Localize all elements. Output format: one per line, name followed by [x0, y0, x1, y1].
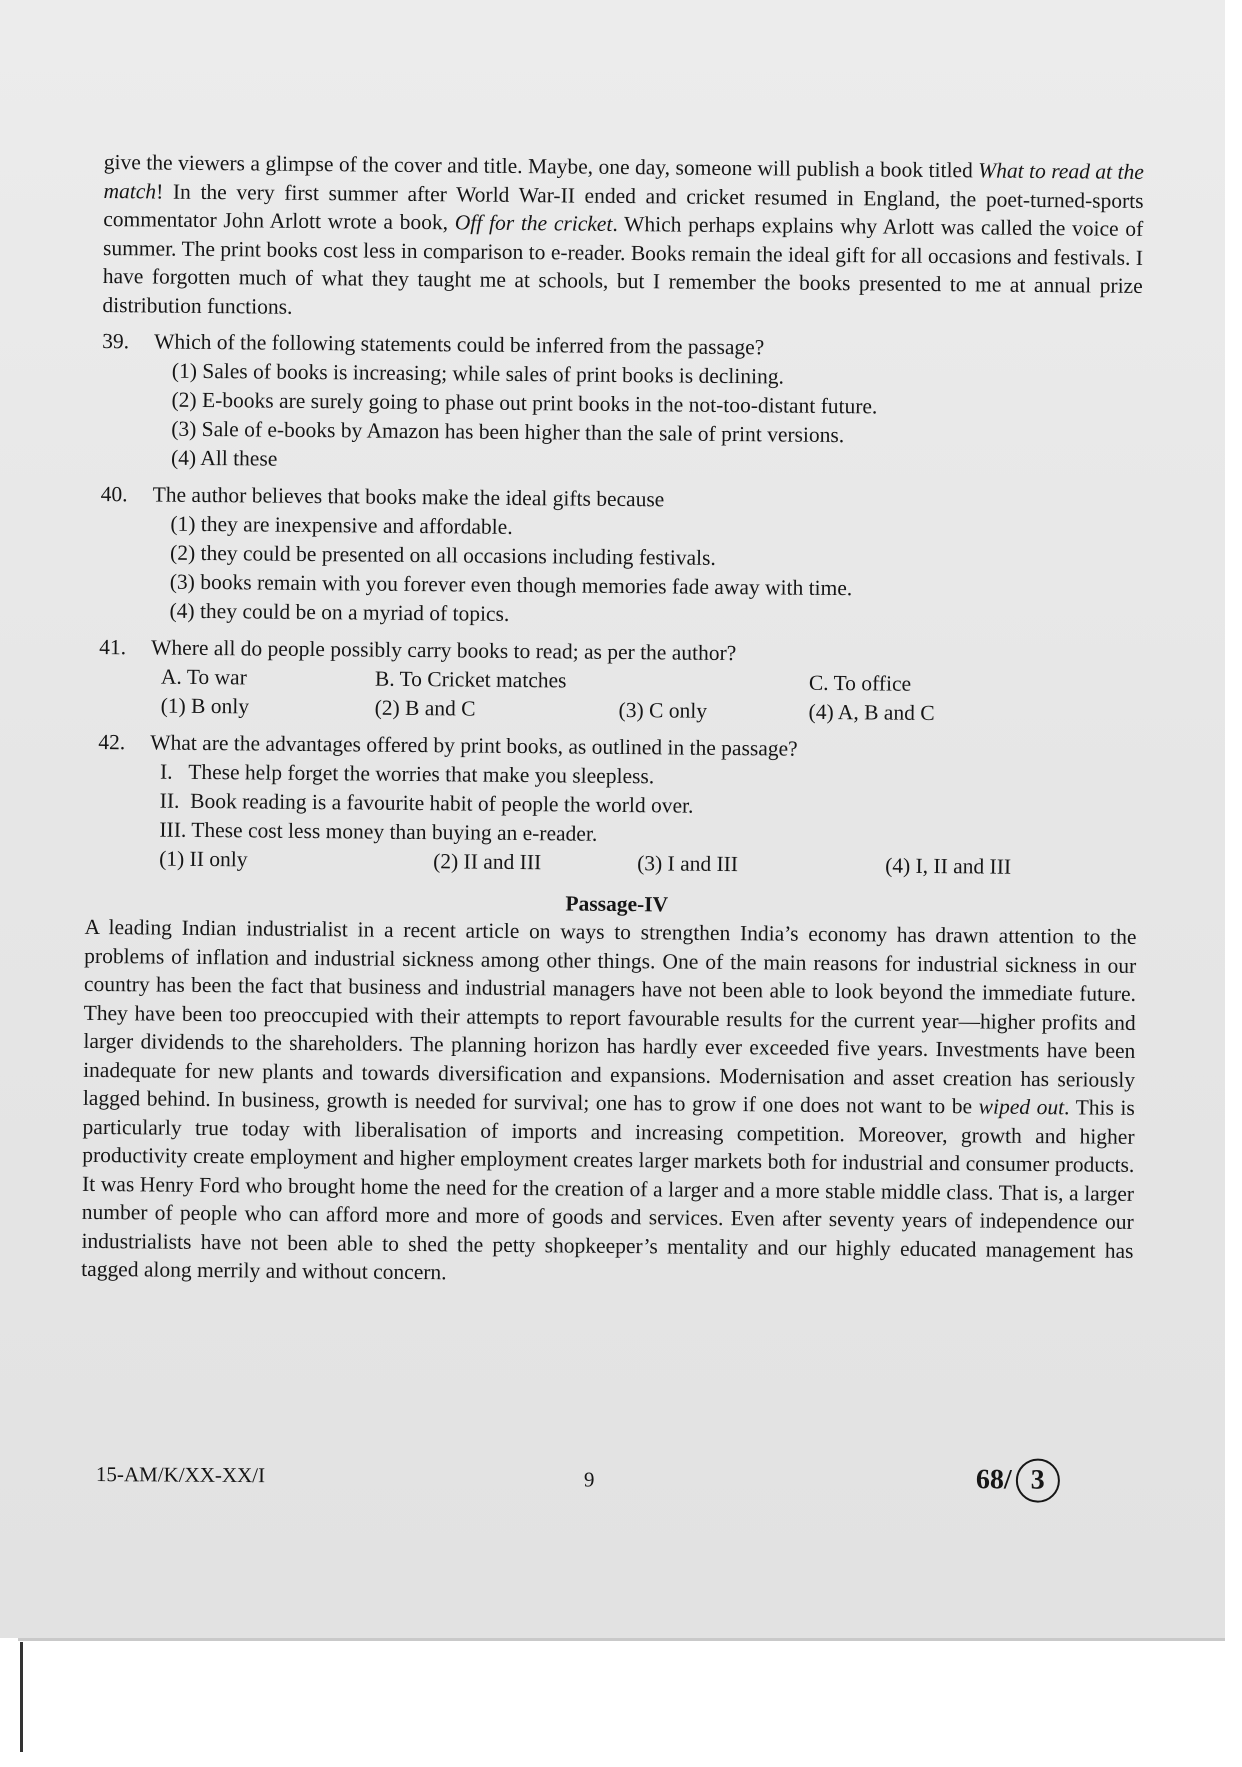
page-content — [81, 148, 1144, 1293]
margin-mark — [20, 1642, 23, 1752]
option: (2) B and C — [374, 695, 476, 721]
option: (1) they are inexpensive and affordable. — [170, 511, 513, 539]
option: (2) they could be presented on all occasions including festivals. — [170, 540, 716, 570]
passage-iv-text: A leading Indian industrialist in a recent article on ways to strengthen India’s economy has drawn attention to the problems of inflation and industrial sickness among other things. One of the main reasons for industrial sickness in our country has been the fact that business and industrial managers have not been able to look beyond the immediate future. They have been too preoccupied with their attempts to report favourable results for the current year—higher profits and larger dividends to the shareholders. The planning horizon has hardly ever exceeded five years. Investments have been inadequate for new plants and towards diversification and expansions. Modernisation and asset creation has seriously lagged behind. In business, growth is needed for survival; one has to grow if one does not want to be wiped out. This is particularly true today with liberalisation of imports and increasing competition. Moreover, growth and higher productivity create employment and higher employment creates larger markets both for industrial and consumer products. It was Henry Ford who brought home the need for the creation of a larger and a more stable middle class. That is, a larger number of people who can afford more and more of goods and services. Even after seventy years of independence our industrialists have not been able to shed the petty shopkeeper’s mentality and our highly educated management has tagged along merrily and without concern. — [81, 914, 1137, 1285]
italic-title: wiped out — [978, 1094, 1065, 1120]
statement: II. Book reading is a favourite habit of people the world over. — [159, 788, 694, 818]
paper-code: 15-AM/K/XX-XX/I — [95, 1462, 266, 1488]
option: (3) I and III — [637, 851, 739, 877]
question-stem: The author believes that books make the ideal gifts because — [152, 482, 665, 512]
choice: B. To Cricket matches — [374, 666, 567, 693]
passage-title: Passage-IV — [565, 891, 669, 917]
option: (3) books remain with you forever even though memories fade away with time. — [169, 569, 853, 601]
option: (1) II only — [159, 846, 248, 872]
choice: A. To war — [160, 664, 247, 690]
italic-title: Off for the cricket — [454, 210, 613, 236]
circled-set: 3 — [1016, 1458, 1060, 1502]
question-39 — [101, 327, 1142, 482]
option: (4) they could be on a myriad of topics. — [169, 598, 510, 626]
set-number: 68/ — [975, 1464, 1012, 1496]
option: (4) I, II and III — [885, 853, 1012, 879]
question-number: 40. — [100, 481, 128, 507]
page-footer — [96, 1462, 1086, 1519]
question-number: 39. — [102, 328, 130, 354]
italic-title: What to read at the match — [103, 158, 1144, 204]
passage-continuation: give the viewers a glimpse of the cover and title. Maybe, one day, someone will publish a book titled What to read at the match! In the very first summer after World War-II ended and cricket resumed in England, the poet-turned-sports commentator John Arlott wrote a book, Off for the cricket. Which perhaps explains why Arlott was called the voice of summer. The print books cost less in comparison to e-reader. Books remain the ideal gift for all occasions and festivals. I have forgotten much of what they taught me at schools, but I remember the books presented to me at annual prize distribution functions. — [102, 149, 1144, 319]
question-number: 42. — [98, 729, 126, 755]
page-number: 9 — [583, 1467, 595, 1492]
page-edge — [18, 1638, 1225, 1641]
question-stem: Where all do people possibly carry books to read; as per the author? — [151, 635, 737, 666]
option: (4) A, B and C — [808, 699, 935, 725]
option: (1) B only — [160, 693, 250, 719]
choice: C. To office — [808, 670, 912, 696]
question-number: 41. — [99, 634, 127, 660]
question-41 — [99, 633, 1140, 730]
option: (2) II and III — [433, 849, 542, 875]
option: (3) Sale of e-books by Amazon has been higher than the sale of print versions. — [171, 416, 845, 448]
option: (4) All these — [170, 445, 278, 471]
question-42 — [97, 728, 1138, 883]
set-mark — [976, 1458, 1060, 1503]
statement: III. These cost less money than buying an e-reader. — [159, 817, 598, 846]
option: (2) E-books are surely going to phase out print books in the not-too-distant future. — [171, 387, 878, 419]
statement: I. These help forget the worries that make you sleepless. — [159, 759, 655, 789]
option: (1) Sales of books is increasing; while sales of print books is declining. — [171, 358, 785, 389]
question-stem: What are the advantages offered by print books, as outlined in the passage? — [150, 730, 798, 761]
question-40 — [99, 480, 1140, 635]
question-stem: Which of the following statements could be inferred from the passage? — [154, 329, 765, 360]
option: (3) C only — [618, 697, 708, 723]
